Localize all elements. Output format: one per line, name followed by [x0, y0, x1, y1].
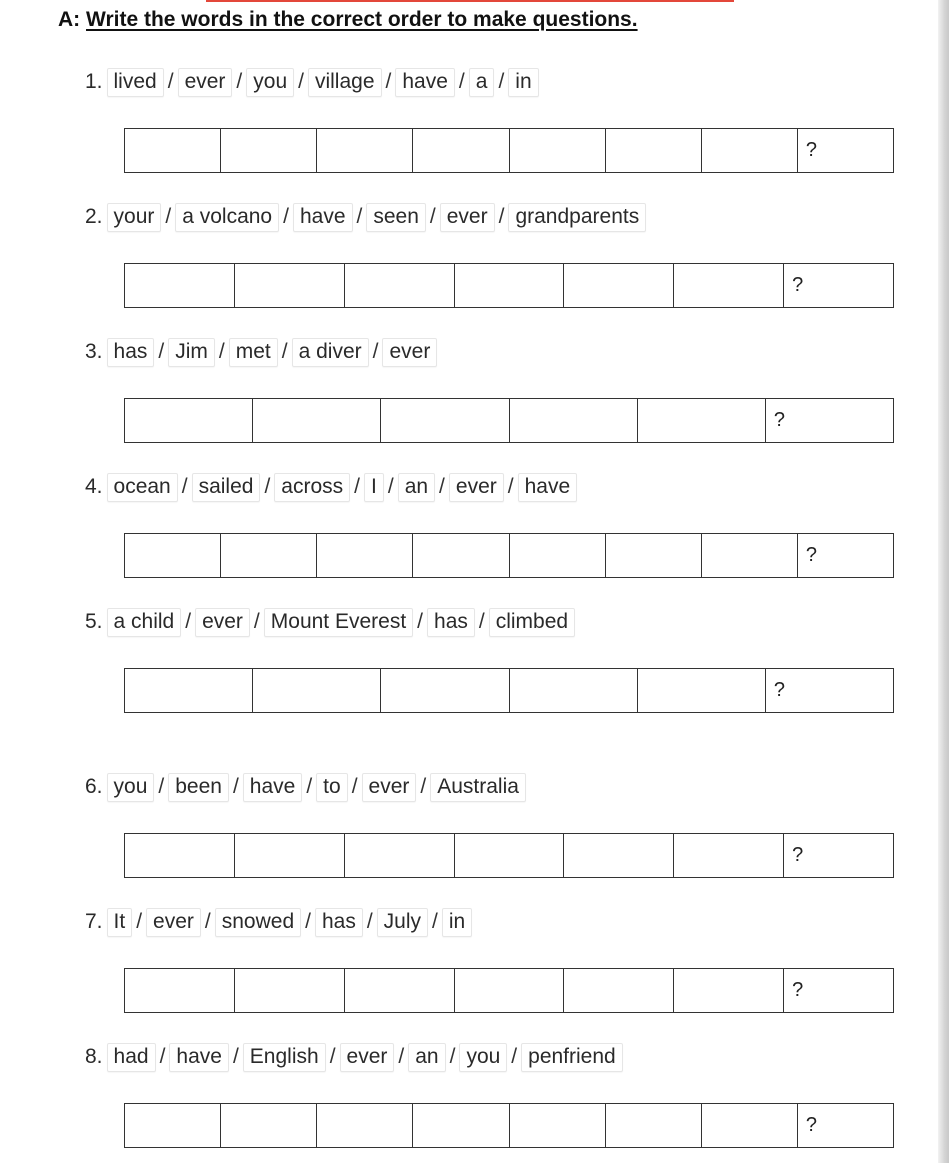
answer-cell[interactable]: [125, 129, 221, 172]
word-chip[interactable]: snowed: [215, 908, 301, 937]
word-chip[interactable]: lived: [107, 68, 164, 97]
answer-cell[interactable]: [674, 834, 784, 877]
answer-cell-question-mark[interactable]: [784, 264, 893, 307]
word-chip[interactable]: in: [442, 908, 472, 937]
word-chip[interactable]: July: [377, 908, 428, 937]
word-separator: /: [232, 775, 239, 798]
answer-cell[interactable]: [455, 264, 565, 307]
answer-cell[interactable]: [510, 129, 606, 172]
word-chip[interactable]: village: [308, 68, 382, 97]
answer-cell[interactable]: [235, 969, 345, 1012]
word-chip[interactable]: have: [518, 473, 578, 502]
question-number: 8.: [85, 1045, 103, 1068]
question-mark: ?: [805, 1114, 817, 1136]
word-chip[interactable]: have: [243, 773, 303, 802]
word-separator: /: [305, 910, 311, 933]
answer-cell[interactable]: [702, 1104, 798, 1147]
word-chip[interactable]: seen: [366, 203, 426, 232]
word-chip[interactable]: a child: [107, 608, 182, 637]
question-mark: ?: [792, 274, 804, 296]
word-chip[interactable]: has: [427, 608, 475, 637]
word-chip[interactable]: ever: [362, 773, 417, 802]
page-edge-shadow: [938, 0, 949, 1163]
answer-cell[interactable]: [606, 1104, 702, 1147]
word-separator: /: [354, 475, 360, 498]
word-separator: /: [158, 340, 165, 363]
answer-cell[interactable]: [510, 534, 606, 577]
question-line: [85, 337, 437, 367]
answer-cell[interactable]: [510, 669, 638, 712]
instruction-heading: [58, 8, 638, 32]
word-separator: /: [385, 70, 392, 93]
answer-cell[interactable]: [702, 129, 798, 172]
word-separator: /: [366, 910, 373, 933]
word-chip[interactable]: you: [459, 1043, 507, 1072]
word-separator: /: [181, 475, 188, 498]
word-separator: /: [439, 475, 445, 498]
word-chip[interactable]: has: [315, 908, 363, 937]
word-separator: /: [165, 205, 172, 228]
word-chip[interactable]: in: [508, 68, 538, 97]
word-chip[interactable]: sailed: [192, 473, 261, 502]
word-chip[interactable]: you: [107, 773, 155, 802]
answer-cell[interactable]: [510, 1104, 606, 1147]
word-separator: /: [185, 610, 192, 633]
word-chip[interactable]: ever: [440, 203, 495, 232]
answer-cell-question-mark[interactable]: [784, 969, 893, 1012]
question-line: [85, 202, 646, 232]
word-separator: /: [281, 340, 288, 363]
word-separator: /: [511, 1045, 518, 1068]
word-separator: /: [253, 610, 260, 633]
word-chip[interactable]: ever: [178, 68, 233, 97]
word-chip[interactable]: a volcano: [175, 203, 279, 232]
word-separator: /: [236, 70, 243, 93]
answer-cell[interactable]: [125, 969, 235, 1012]
word-chip[interactable]: have: [169, 1043, 229, 1072]
word-separator: /: [264, 475, 271, 498]
answer-grid: [124, 398, 894, 443]
answer-cell[interactable]: [638, 669, 766, 712]
answer-cell[interactable]: [606, 534, 702, 577]
answer-cell[interactable]: [413, 534, 509, 577]
word-chip[interactable]: ever: [449, 473, 504, 502]
word-separator: /: [204, 910, 211, 933]
word-separator: /: [136, 910, 143, 933]
word-chip[interactable]: grandparents: [508, 203, 646, 232]
question-line: [85, 1042, 623, 1072]
word-separator: /: [432, 910, 438, 933]
question-number: 2.: [85, 205, 103, 228]
answer-cell[interactable]: [253, 669, 381, 712]
answer-cell[interactable]: [345, 834, 455, 877]
answer-grid: [124, 668, 894, 713]
answer-cell[interactable]: [221, 534, 317, 577]
answer-grid: [124, 1103, 894, 1148]
word-separator: /: [498, 70, 505, 93]
question-mark: ?: [773, 679, 785, 701]
answer-grid: [124, 833, 894, 878]
answer-cell[interactable]: [235, 264, 345, 307]
answer-cell[interactable]: [510, 399, 638, 442]
answer-cell[interactable]: [125, 1104, 221, 1147]
answer-cell[interactable]: [125, 834, 235, 877]
answer-cell[interactable]: [564, 264, 674, 307]
answer-cell[interactable]: [125, 399, 253, 442]
question-line: [85, 607, 575, 637]
answer-cell[interactable]: [381, 669, 509, 712]
word-separator: /: [232, 1045, 239, 1068]
word-chip[interactable]: have: [293, 203, 353, 232]
answer-cell[interactable]: [345, 969, 455, 1012]
answer-cell-question-mark[interactable]: [798, 1104, 893, 1147]
word-chip[interactable]: I: [364, 473, 384, 502]
word-separator: /: [449, 1045, 456, 1068]
word-separator: /: [159, 1045, 166, 1068]
word-separator: /: [398, 1045, 405, 1068]
word-separator: /: [429, 205, 436, 228]
question-number: 1.: [85, 70, 103, 93]
answer-cell[interactable]: [125, 264, 235, 307]
word-separator: /: [417, 610, 424, 633]
word-chip[interactable]: English: [243, 1043, 326, 1072]
answer-grid: [124, 263, 894, 308]
question-mark: ?: [773, 409, 785, 431]
word-chip[interactable]: ever: [195, 608, 250, 637]
word-chip[interactable]: an: [398, 473, 435, 502]
answer-cell[interactable]: [455, 969, 565, 1012]
answer-grid: [124, 533, 894, 578]
word-chip[interactable]: you: [246, 68, 294, 97]
word-separator: /: [329, 1045, 336, 1068]
word-separator: /: [351, 775, 358, 798]
word-chip[interactable]: to: [316, 773, 348, 802]
question-number: 6.: [85, 775, 103, 798]
word-separator: /: [458, 70, 465, 93]
answer-cell-question-mark[interactable]: [798, 129, 893, 172]
word-chip[interactable]: been: [168, 773, 229, 802]
answer-cell[interactable]: [317, 129, 413, 172]
instruction-text: Write the words in the correct order to make questions.: [86, 8, 638, 31]
answer-cell[interactable]: [413, 129, 509, 172]
question-line: [85, 907, 472, 937]
question-line: [85, 472, 577, 502]
word-chip[interactable]: Jim: [168, 338, 215, 367]
word-separator: /: [356, 205, 363, 228]
word-separator: /: [158, 775, 165, 798]
word-chip[interactable]: across: [274, 473, 350, 502]
answer-cell[interactable]: [125, 669, 253, 712]
word-chip[interactable]: have: [395, 68, 455, 97]
answer-cell-question-mark[interactable]: [766, 669, 893, 712]
word-separator: /: [306, 775, 313, 798]
answer-cell[interactable]: [702, 534, 798, 577]
word-separator: /: [218, 340, 225, 363]
question-mark: ?: [792, 844, 804, 866]
answer-grid: [124, 128, 894, 173]
answer-cell[interactable]: [638, 399, 766, 442]
word-chip[interactable]: climbed: [489, 608, 575, 637]
top-red-rule: [206, 0, 734, 2]
answer-cell[interactable]: [381, 399, 509, 442]
answer-cell[interactable]: [235, 834, 345, 877]
word-separator: /: [372, 340, 379, 363]
word-separator: /: [507, 475, 514, 498]
answer-cell[interactable]: [455, 834, 565, 877]
answer-cell[interactable]: [606, 129, 702, 172]
answer-cell[interactable]: [317, 1104, 413, 1147]
answer-cell[interactable]: [253, 399, 381, 442]
word-chip[interactable]: ever: [340, 1043, 395, 1072]
word-separator: /: [420, 775, 427, 798]
word-chip[interactable]: ever: [382, 338, 437, 367]
word-chip[interactable]: has: [107, 338, 155, 367]
question-number: 4.: [85, 475, 103, 498]
word-chip[interactable]: Mount Everest: [264, 608, 413, 637]
answer-cell[interactable]: [564, 834, 674, 877]
word-separator: /: [498, 205, 505, 228]
answer-cell[interactable]: [345, 264, 455, 307]
word-separator: /: [283, 205, 289, 228]
answer-cell-question-mark[interactable]: [798, 534, 893, 577]
instruction-prefix: A:: [58, 8, 81, 31]
word-chip[interactable]: Australia: [430, 773, 526, 802]
word-separator: /: [167, 70, 174, 93]
answer-cell-question-mark[interactable]: [784, 834, 893, 877]
answer-cell[interactable]: [221, 1104, 317, 1147]
answer-cell-question-mark[interactable]: [766, 399, 893, 442]
word-separator: /: [298, 70, 304, 93]
word-chip[interactable]: had: [107, 1043, 156, 1072]
word-chip[interactable]: met: [229, 338, 278, 367]
answer-cell[interactable]: [317, 534, 413, 577]
question-mark: ?: [792, 979, 804, 1001]
question-number: 7.: [85, 910, 103, 933]
word-chip[interactable]: ocean: [107, 473, 178, 502]
answer-cell[interactable]: [221, 129, 317, 172]
answer-grid: [124, 968, 894, 1013]
answer-cell[interactable]: [125, 534, 221, 577]
word-chip[interactable]: an: [408, 1043, 445, 1072]
word-chip[interactable]: penfriend: [521, 1043, 623, 1072]
answer-cell[interactable]: [674, 969, 784, 1012]
question-number: 5.: [85, 610, 103, 633]
word-chip[interactable]: a diver: [292, 338, 369, 367]
word-separator: /: [387, 475, 394, 498]
word-chip[interactable]: It: [107, 908, 133, 937]
question-mark: ?: [805, 544, 817, 566]
word-chip[interactable]: ever: [146, 908, 201, 937]
answer-cell[interactable]: [564, 969, 674, 1012]
question-number: 3.: [85, 340, 103, 363]
answer-cell[interactable]: [413, 1104, 509, 1147]
question-mark: ?: [805, 139, 817, 161]
answer-cell[interactable]: [674, 264, 784, 307]
question-line: [85, 772, 526, 802]
word-separator: /: [478, 610, 485, 633]
question-line: [85, 67, 539, 97]
word-chip[interactable]: your: [107, 203, 162, 232]
word-chip[interactable]: a: [469, 68, 495, 97]
